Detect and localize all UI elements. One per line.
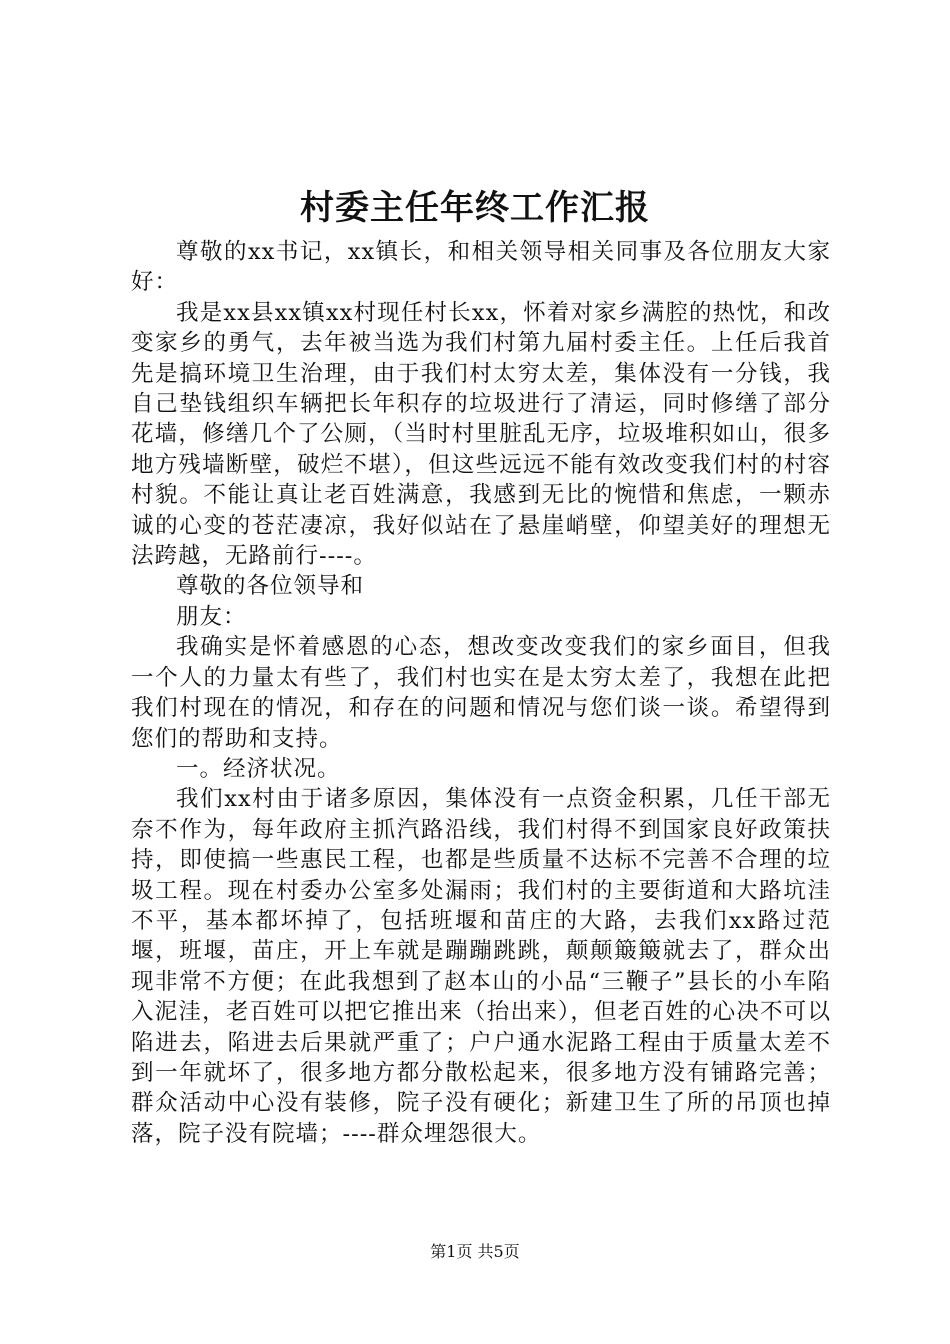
document-body bbox=[131, 237, 831, 1149]
paragraph-salutation: 尊敬的各位领导和 bbox=[176, 573, 365, 600]
page-number-footer: 第1页 共5页 bbox=[430, 1242, 520, 1261]
paragraph-economy: 我们xx村由于诸多原因，集体没有一点资金积累，几任干部无奈不作为，每年政府主抓汽路沿线，我们村得不到国家良好政策扶持，即使搞一些惠民工程，也都是些质量不达标不完善不合理的垃圾工程。现在村委办公室多处漏雨；我们村的主要街道和大路坑洼不平，基本都坏掉了，包括班堰和苗庄的大路，去我们xx路过范堰，班堰，苗庄，开上车就是蹦蹦跳跳，颠颠簸簸就去了，群众出现非常不方便；在此我想到了赵本山的小品“三鞭子”县长的小车陷入泥洼，老百姓可以把它推出来（抬出来），但老百姓的心决不可以陷进去，陷进去后果就严重了；户户通水泥路工程由于质量太差不到一年就坏了，很多地方都分散松起来，很多地方没有铺路完善；群众活动中心没有装修，院子没有硬化；新建卫生了所的吊顶也掉落，院子没有院墙；----群众埋怨很大。 bbox=[131, 786, 831, 1147]
paragraph-introduction: 我是xx县xx镇xx村现任村长xx，怀着对家乡满腔的热忱，和改变家乡的勇气，去年被当选为我们村第九届村委主任。上任后我首先是搞环境卫生治理，由于我们村太穷太差，集体没有一分钱，我自己垫钱组织车辆把长年积存的垃圾进行了清运，同时修缮了部分花墙，修缮几个了公厕，（当时村里脏乱无序，垃圾堆积如山，很多地方残墙断壁，破烂不堪），但这些远远不能有效改变我们村的村容村貌。不能让真让老百姓满意，我感到无比的惋惜和焦虑，一颗赤诚的心变的苍茫凄凉，我好似站在了悬崖峭壁，仰望美好的理想无法跨越，无路前行----。 bbox=[131, 299, 831, 570]
paragraph-greeting: 尊敬的xx书记，xx镇长，和相关领导相关同事及各位朋友大家好： bbox=[131, 239, 831, 296]
section-heading-economy: 一。经济状况。 bbox=[176, 755, 341, 782]
paragraph-salutation-continued: 朋友： bbox=[176, 603, 247, 630]
document-title: 村委主任年终工作汇报 bbox=[300, 188, 650, 228]
paragraph-purpose: 我确实是怀着感恩的心态，想改变改变我们的家乡面目，但我一个人的力量太有些了，我们村也实在是太穷太差了，我想在此把我们村现在的情况，和存在的问题和情况与您们谈一谈。希望得到您们的帮助和支持。 bbox=[131, 634, 831, 752]
